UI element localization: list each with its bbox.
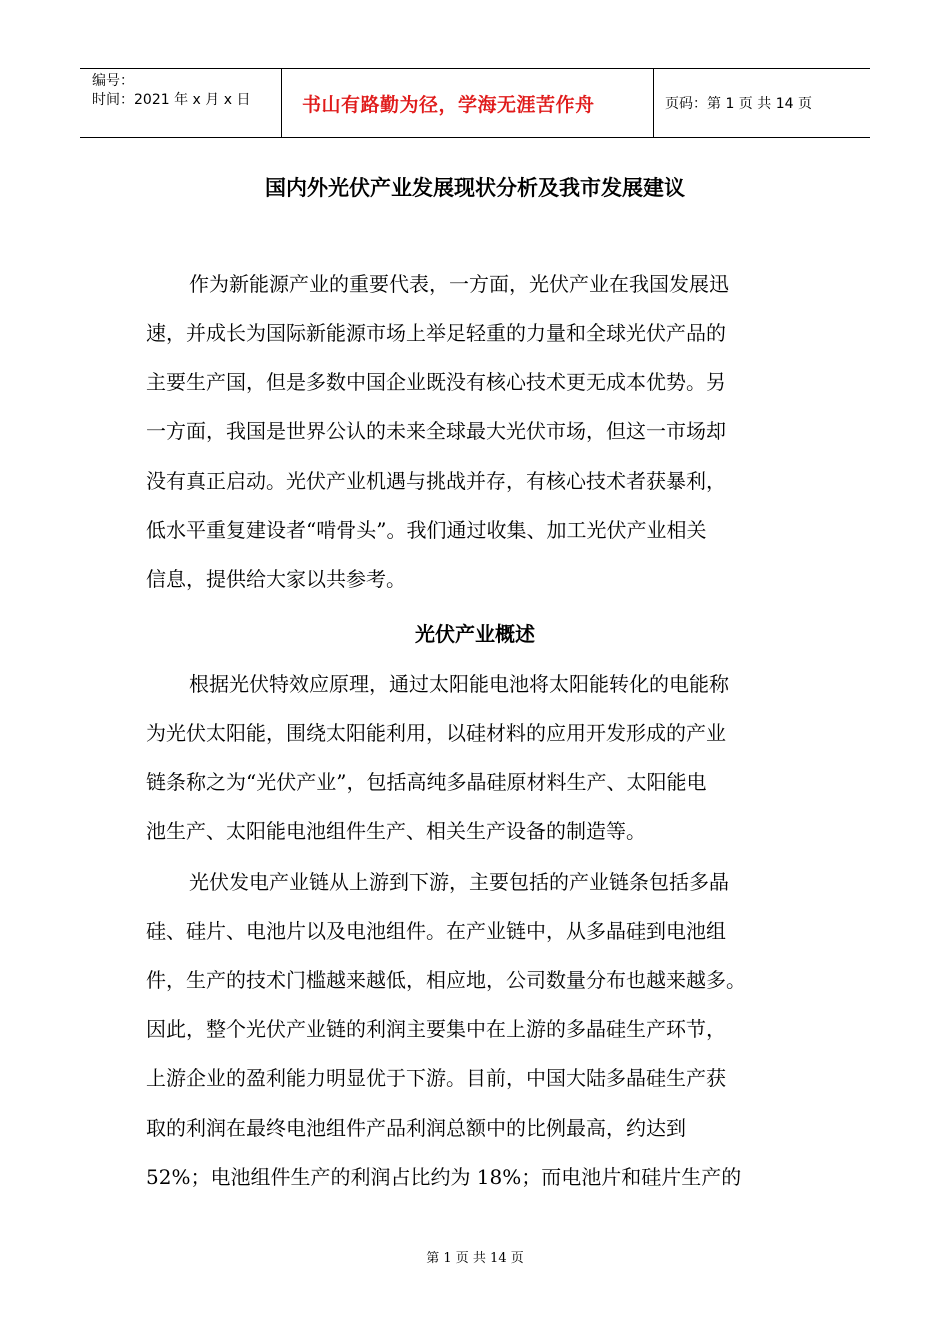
header-page-cell bbox=[654, 69, 870, 137]
intro-line: 一方面，我国是世界公认的未来全球最大光伏市场，但这一市场却 bbox=[146, 419, 726, 443]
para2-line: 硅、硅片、电池片以及电池组件。在产业链中，从多晶硅到电池组 bbox=[146, 919, 726, 943]
intro-line: 没有真正启动。光伏产业机遇与挑战并存，有核心技术者获暴利， bbox=[146, 469, 726, 493]
section-heading: 光伏产业概述 bbox=[415, 622, 535, 646]
header-table bbox=[80, 68, 870, 138]
time-label: 时间：2021 年 x 月 x 日 bbox=[92, 92, 251, 108]
para2-line: 52%；电池组件生产的利润占比约为 18%；而电池片和硅片生产的 bbox=[146, 1165, 742, 1189]
para1-line: 池生产、太阳能电池组件生产、相关生产设备的制造等。 bbox=[146, 819, 646, 843]
para2-line: 上游企业的盈利能力明显优于下游。目前，中国大陆多晶硅生产获 bbox=[146, 1066, 726, 1090]
motto-text: 书山有路勤为径，学海无涯苦作舟 bbox=[302, 93, 595, 116]
para2-line: 光伏发电产业链从上游到下游，主要包括的产业链条包括多晶 bbox=[189, 870, 729, 894]
para2-line: 因此，整个光伏产业链的利润主要集中在上游的多晶硅生产环节， bbox=[146, 1017, 726, 1041]
para2-line: 件，生产的技术门槛越来越低，相应地，公司数量分布也越来越多。 bbox=[146, 968, 746, 992]
header-meta-cell bbox=[80, 69, 282, 137]
page-info: 页码：第 1 页 共 14 页 bbox=[665, 96, 812, 112]
intro-line: 主要生产国，但是多数中国企业既没有核心技术更无成本优势。另 bbox=[146, 370, 726, 394]
header-motto-cell bbox=[282, 69, 654, 137]
para2-line: 取的利润在最终电池组件产品利润总额中的比例最高，约达到 bbox=[146, 1116, 686, 1140]
para1-line: 为光伏太阳能，围绕太阳能利用，以硅材料的应用开发形成的产业 bbox=[146, 721, 726, 745]
intro-line: 速，并成长为国际新能源市场上举足轻重的力量和全球光伏产品的 bbox=[146, 321, 726, 345]
intro-line: 信息，提供给大家以共参考。 bbox=[146, 567, 406, 591]
number-label: 编号： bbox=[92, 73, 134, 89]
document-title: 国内外光伏产业发展现状分析及我市发展建议 bbox=[265, 176, 685, 200]
page-footer: 第 1 页 共 14 页 bbox=[426, 1251, 524, 1266]
intro-line: 低水平重复建设者“啃骨头”。我们通过收集、加工光伏产业相关 bbox=[146, 518, 707, 542]
para1-line: 根据光伏特效应原理，通过太阳能电池将太阳能转化的电能称 bbox=[189, 672, 729, 696]
intro-line: 作为新能源产业的重要代表，一方面，光伏产业在我国发展迅 bbox=[189, 272, 729, 296]
para1-line: 链条称之为“光伏产业”，包括高纯多晶硅原材料生产、太阳能电 bbox=[146, 770, 707, 794]
